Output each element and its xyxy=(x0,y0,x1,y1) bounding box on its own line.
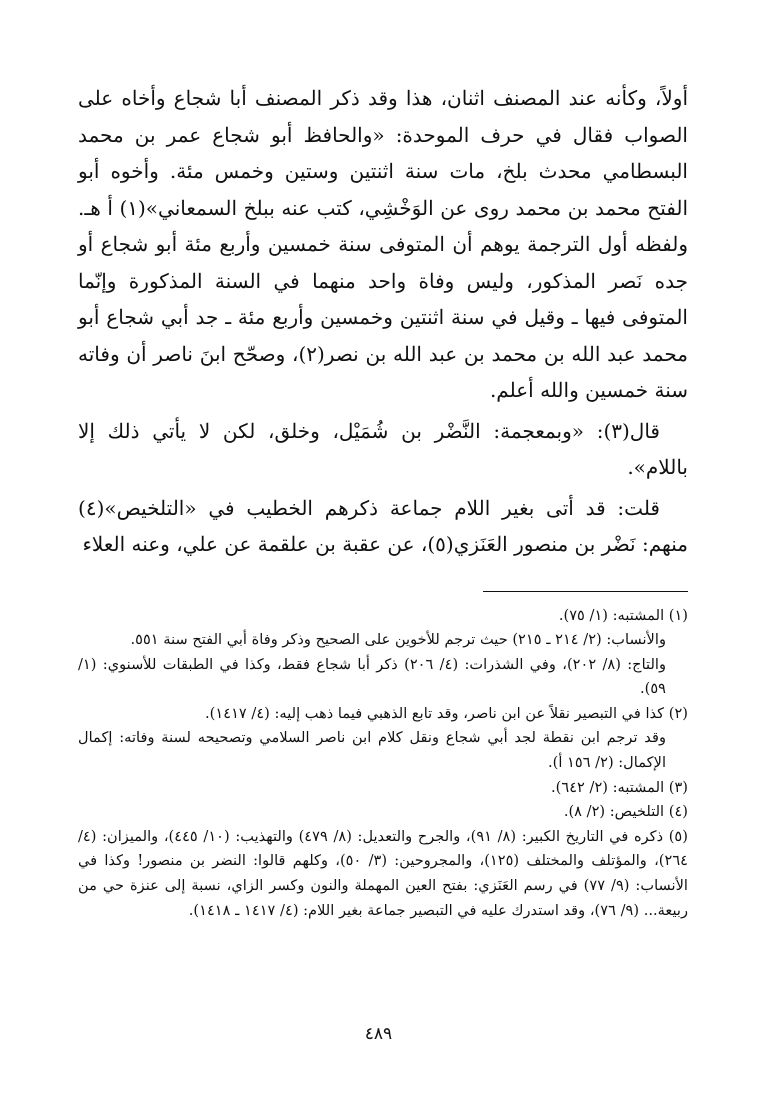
book-page xyxy=(78,80,688,923)
footnote-5: (٥) ذكره في التاريخ الكبير: (٨/ ٩١)، والجرح والتعديل: (٨/ ٤٧٩) والتهذيب: (١٠/ ٤٤٥)، والميزان: (٤/ ٢٦٤)، والمؤتلف والمختلف (١٢٥)، والمجروحين: (٣/ ٥٠)، وكلهم قالوا: النضر بن منصور! وكذا في الأنساب: (٩/ ٧٧) في رسم العَنَزي: بفتح العين المهملة والنون وكسر الزاي، نسبة إلى عنزة حي من ربيعة... (٩/ ٧٦)، وقد استدرك عليه في التبصير جماعة بغير اللام: (٤/ ١٤١٧ ـ ١٤١٨). xyxy=(78,827,688,919)
footnote-1-continuation-b: والتاج: (٨/ ٢٠٢)، وفي الشذرات: (٤/ ٢٠٦) ذكر أبا شجاع فقط، وكذا في الطبقات للأسنوي: (١/ ٥٩). xyxy=(78,655,667,698)
footnote-1: (١) المشتبه: (١/ ٧٥). xyxy=(558,606,688,624)
footnote-2: (٢) كذا في التبصير نقلاً عن ابن ناصر، وقد تابع الذهبي فيما ذهب إليه: (٤/ ١٤١٧). xyxy=(205,704,688,722)
main-text xyxy=(78,80,688,563)
main-paragraph-3: قلت: قد أتى بغير اللام جماعة ذكرهم الخطيب في «التلخيص»(٤) منهم: نَضْر بن منصور العَنَزي(٥)، عن عقبة بن علقمة عن علي، وعنه العلاء xyxy=(78,495,688,556)
footnote-2-continuation: وقد ترجم ابن نقطة لجد أبي شجاع ونقل كلام ابن ناصر السلامي وتصحيحه لسنة وفاته: إكمال الإكمال: (٢/ ١٥٦ أ). xyxy=(78,729,666,772)
footnote-4: (٤) التلخيص: (٢/ ٨). xyxy=(563,803,688,821)
footnotes xyxy=(78,604,688,924)
footnote-1-continuation-a: والأنساب: (٢/ ٢١٤ ـ ٢١٥) حيث ترجم للأخوين على الصحيح وذكر وفاة أبي الفتح سنة ٥٥١. xyxy=(130,631,666,649)
main-paragraph-2: قال(٣): «وبمعجمة: النَّضْر بن شُمَيْل، وخلق، لكن لا يأتي ذلك إلا باللام». xyxy=(78,418,688,479)
footnote-3: (٣) المشتبه: (٢/ ٦٤٢). xyxy=(551,778,688,796)
page-number: ٤٨٩ xyxy=(364,1024,393,1044)
main-paragraph-1: أولاً، وكأنه عند المصنف اثنان، هذا وقد ذكر المصنف أبا شجاع وأخاه على الصواب فقال في حرف الموحدة: «والحافظ أبو شجاع عمر بن محمد البسطامي محدث بلخ، مات سنة اثنتين وستين وخمس مئة. وأخوه أبو الفتح محمد بن محمد روى عن الوَخْشِي، كتب عنه ببلخ السمعاني»(١) أ هـ. ولفظه أول الترجمة يوهم أن المتوفى سنة خمسين وأربع مئة أبو شجاع أو جده نَصر المذكور، وليس وفاة واحد منهما في السنة المذكورة وإنّما المتوفى فيها ـ وقيل في سنة اثنتين وخمسين وأربع مئة ـ جد أبي شجاع أبو محمد عبد الله بن محمد بن عبد الله بن نصر(٢)، وصحّح ابنَ ناصر أن وفاته سنة خمسين والله أعلم. xyxy=(78,86,688,402)
footnote-separator xyxy=(483,591,688,592)
